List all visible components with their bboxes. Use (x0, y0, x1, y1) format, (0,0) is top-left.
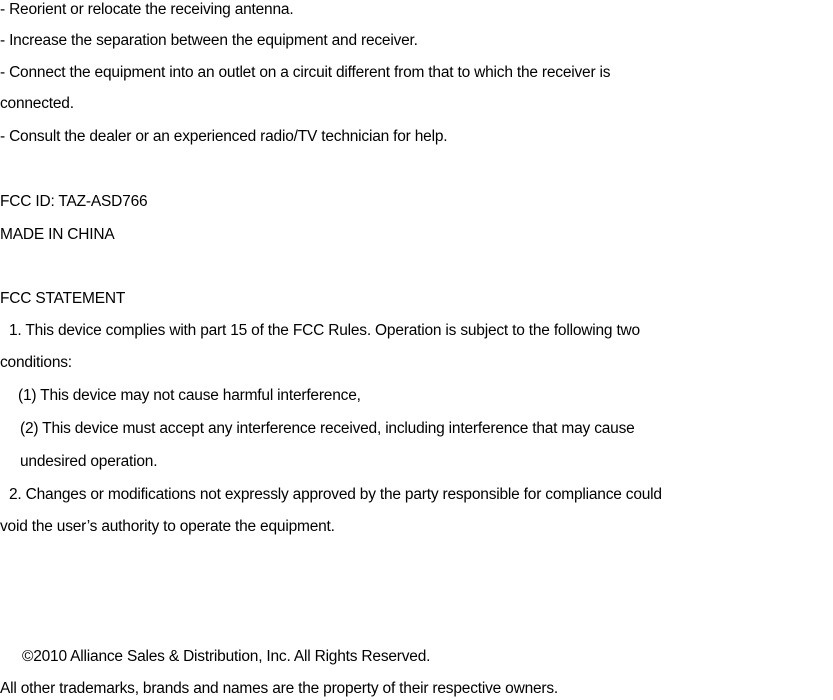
instruction-different-outlet: - Connect the equipment into an outlet on a circuit different from that to which the receiver is (0, 64, 611, 81)
condition-2: (2) This device must accept any interference received, including interference that may cause (20, 420, 635, 437)
trademark-notice: All other trademarks, brands and names are the property of their respective owners. (0, 680, 559, 697)
instruction-increase-separation: - Increase the separation between the equipment and receiver. (0, 32, 418, 49)
instruction-different-outlet-continued: connected. (0, 95, 74, 112)
copyright-notice: ©2010 Alliance Sales & Distribution, Inc. All Rights Reserved. (22, 648, 431, 665)
statement-item-2: 2. Changes or modifications not expressly approved by the party responsible for compliance could (9, 486, 662, 503)
statement-item-2-continued: void the user’s authority to operate the equipment. (0, 518, 335, 535)
statement-item-1: 1. This device complies with part 15 of the FCC Rules. Operation is subject to the following two (9, 322, 640, 339)
condition-2-continued: undesired operation. (20, 453, 158, 470)
fcc-id-label: FCC ID: TAZ-ASD766 (0, 193, 148, 210)
made-in-label: MADE IN CHINA (0, 226, 115, 243)
statement-item-1-continued: conditions: (0, 354, 72, 371)
fcc-statement-heading: FCC STATEMENT (0, 290, 126, 307)
instruction-reorient-antenna: - Reorient or relocate the receiving antenna. (0, 1, 294, 18)
condition-1: (1) This device may not cause harmful interference, (18, 387, 361, 404)
instruction-consult-dealer: - Consult the dealer or an experienced radio/TV technician for help. (0, 128, 448, 145)
